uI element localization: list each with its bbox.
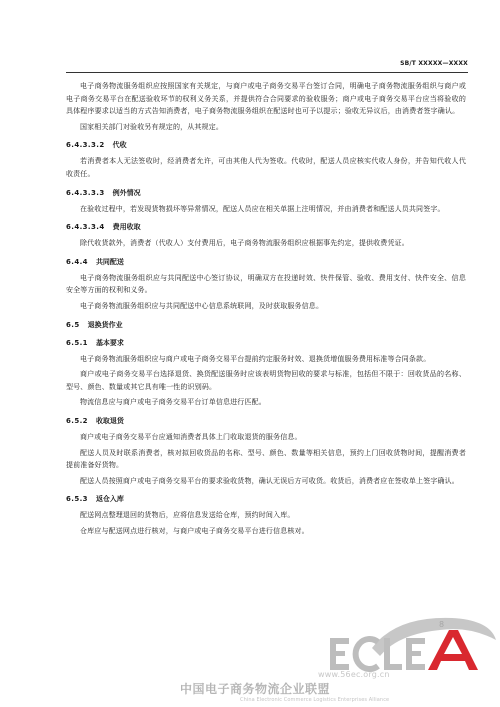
section-heading xyxy=(66,494,466,505)
paragraph: 商户或电子商务交易平台选择退货、换货配送服务时应该表明货物回收的要求与标准，包括但不限于：回收货品的名称、型号、颜色、数量或其它具有唯一性的识别码。 xyxy=(66,370,466,391)
paragraph: 若消费者本人无法签收时，经消费者允许，可由其他人代为签收。代收时，配送人员应核实代收人身份，并告知代收人代收责任。 xyxy=(66,157,466,178)
section-number: 6.4.3.3.2 xyxy=(66,141,105,150)
section-heading xyxy=(66,257,466,268)
section-heading xyxy=(66,222,466,233)
paragraph: 配送人员及时联系消费者，核对拟回收货品的名称、型号、颜色、数量等相关信息，预约上门回收货物时间，提醒消费者提前准备好货物。 xyxy=(66,448,466,470)
paragraph: 电子商务物流服务组织应与共同配送中心信息系统联网，及时获取服务信息。 xyxy=(80,301,324,310)
section-heading xyxy=(66,188,466,199)
section-heading xyxy=(66,140,466,151)
watermark-name-en: China Electronic Commerce Logistics Enterprises Alliance xyxy=(240,697,390,703)
section-heading xyxy=(66,416,466,427)
watermark-name-cn: 中国电子商务物流企业联盟 xyxy=(180,682,331,696)
paragraph: 电子商务物流服务组织应按照国家有关规定，与商户或电子商务交易平台签订合同，明确电子商务物流服务组织与商户或电子商务交易平台在配送验收环节的权利义务关系，并提供符合合同要求的验收服务；商户或电子商务交易平台应当将验收的具体程序要求以适当的方式告知消费者，电子商务物流服务组织在配送时也可予以提示；验收无异议后，由消费者签字确认。 xyxy=(66,82,466,116)
logo-letter-a-red xyxy=(428,630,478,670)
section-title: 收取退货 xyxy=(95,416,124,425)
watermark-arc xyxy=(372,618,496,656)
section-title: 费用收取 xyxy=(112,223,141,232)
section-title: 例外情况 xyxy=(112,188,141,197)
paragraph: 除代收货款外，消费者（代收人）支付费用后，电子商务物流服务组织应根据事先约定，提供收费凭证。 xyxy=(80,239,409,248)
document-body xyxy=(66,80,466,540)
logo-letter-e xyxy=(330,638,349,670)
section-title: 代收 xyxy=(112,141,127,150)
section-title: 返仓入库 xyxy=(95,495,124,504)
paragraph: 物流信息应与商户或电子商务交易平台订单信息进行匹配。 xyxy=(80,398,266,407)
paragraph: 商户或电子商务交易平台应通知消费者具体上门收取退货的服务信息。 xyxy=(80,432,302,441)
section-heading xyxy=(66,320,466,331)
section-number: 6.4.4 xyxy=(66,257,88,266)
section-number: 6.5.2 xyxy=(66,416,88,425)
section-number: 6.5.3 xyxy=(66,495,88,504)
paragraph: 配送人员按照商户或电子商务交易平台的要求验收货物，确认无误后方可收货。收货后，消费者应在签收单上签字确认。 xyxy=(80,476,459,485)
paragraph: 国家相关部门对验收另有规定的，从其规定。 xyxy=(80,122,223,131)
paragraph: 在验收过程中，若发现货物损坏等异常情况，配送人员应在相关单据上注明情况，并由消费者和配送人员共同签字。 xyxy=(80,204,445,213)
section-title: 基本要求 xyxy=(95,338,124,347)
standard-code: SB/T XXXXX—XXXX xyxy=(400,60,468,67)
section-number: 6.4.3.3.4 xyxy=(66,223,105,232)
logo-letter-e-2 xyxy=(406,638,425,670)
section-number: 6.4.3.3.3 xyxy=(66,188,105,197)
paragraph: 配送网点整理退回的货物后，应将信息发送给仓库，预约时间入库。 xyxy=(80,511,295,520)
section-heading xyxy=(66,338,466,349)
section-title: 退换货作业 xyxy=(87,320,123,329)
section-number: 6.5 xyxy=(66,320,80,329)
section-number: 6.5.1 xyxy=(66,338,88,347)
section-title: 共同配送 xyxy=(95,257,124,266)
logo-letter-c xyxy=(356,639,378,669)
watermark-url: www.56ec.org.cn xyxy=(318,670,390,679)
paragraph: 电子商务物流服务组织应与商户或电子商务交易平台提前约定服务时效、退换货增值服务费用标准等合同条款。 xyxy=(80,354,431,363)
paragraph: 仓库应与配送网点进行核对，与商户或电子商务交易平台进行信息核对。 xyxy=(80,526,309,535)
header-rule xyxy=(66,72,468,73)
paragraph: 电子商务物流服务组织应与共同配送中心签订协议，明确双方在投递时效、快件保管、验收、费用支付、快件安全、信息安全等方面的权利和义务。 xyxy=(66,273,466,295)
